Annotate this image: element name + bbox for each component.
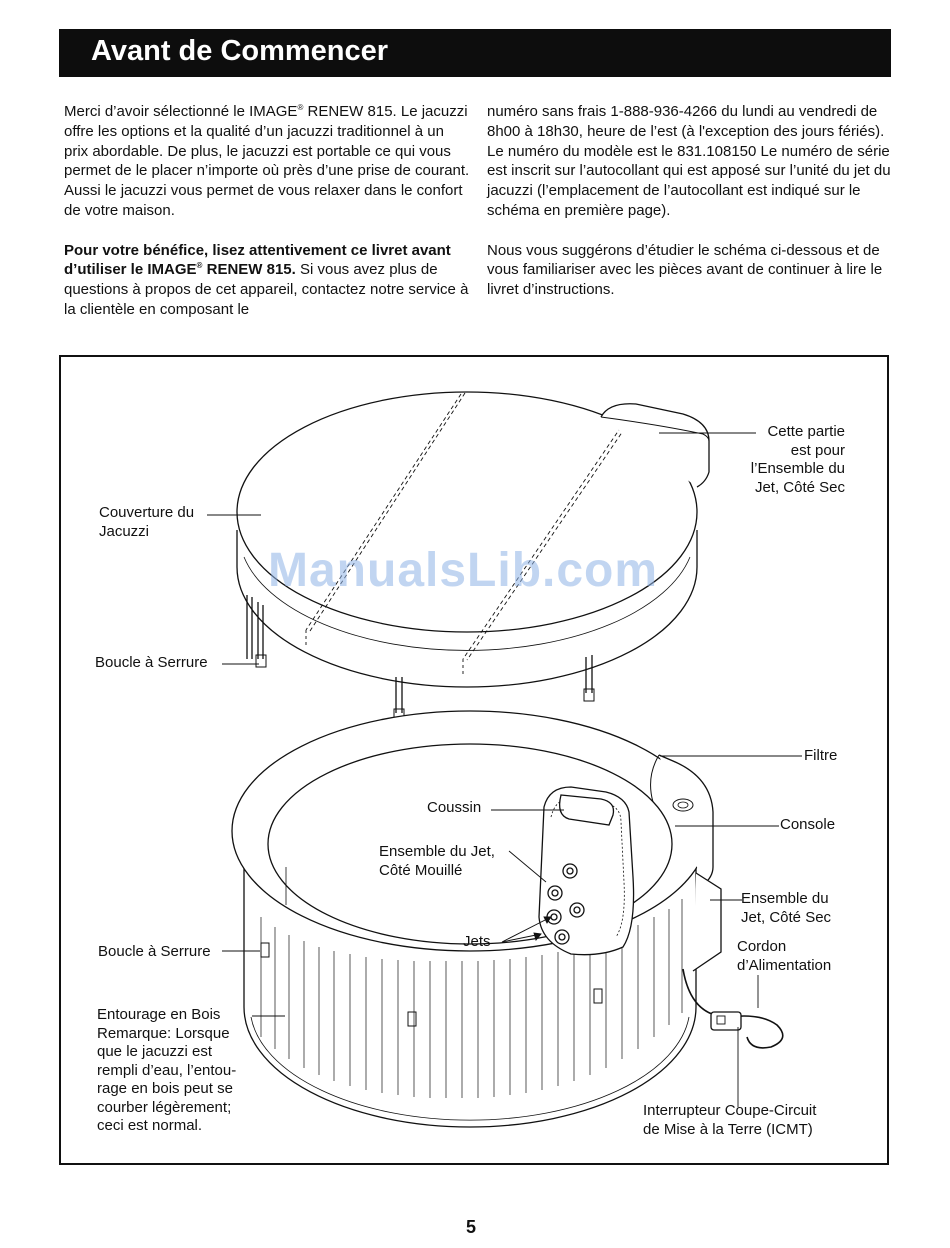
- label-wood-surround: Entourage en Bois Remarque: Lorsque que le jacuzzi est rempli d’eau, l’entou- rage en bois peut se courber légèrement; ceci est normal.: [97, 1006, 237, 1134]
- label-wet-side-jet: Ensemble du Jet, Côté Mouillé: [379, 843, 495, 879]
- page-number: 5: [466, 1217, 477, 1237]
- intro-paragraph: Merci d’avoir sélectionné le IMAGE® RENEW 815. Le jacuzzi offre les options et la qualité d’un jacuzzi traditionnel à un prix abordable. De plus, le jacuzzi est portable ce qui vous permet de le placer n’importe où près d’une prise de courant. Aussi le jacuzzi vous permet de vous relaxer dans le confort de votre maison.: [64, 103, 470, 219]
- contact-paragraph: numéro sans frais 1-888-936-4266 du lundi au vendredi de 8h00 à 18h30, heure de l’est (à l'exception des jours fériés). Le numéro du modèle est le 831.108150 Le numéro de série est inscrit sur l’autocollant qui est apposé sur l’unité du jet du jacuzzi (l’emplacement de l’autocollant est indiqué sur le schéma en première page).: [487, 103, 891, 219]
- page-title: Avant de Commencer: [91, 35, 389, 67]
- label-dry-side-jet: Ensemble du Jet, Côté Sec: [741, 890, 832, 926]
- watermark: ManualsLib.com: [268, 544, 659, 597]
- right-column: [487, 102, 895, 320]
- registered-mark: ®: [297, 103, 304, 112]
- notice-paragraph: Pour votre bénéfice, lisez attentivement ce livret avant d’utiliser le IMAGE® RENEW 815. Si vous avez plus de questions à propos de cet appareil, contactez notre service à la clientèle en composant le: [64, 241, 469, 318]
- label-gfci: Interrupteur Coupe-Circuit de Mise à la Terre (ICMT): [643, 1102, 817, 1138]
- header-bar: [59, 29, 891, 77]
- spa-tub: [232, 711, 783, 1127]
- label-filter: Filtre: [804, 747, 838, 764]
- label-spa-cover: Couverture du Jacuzzi: [99, 504, 195, 540]
- left-column: [64, 102, 472, 340]
- label-console: Console: [780, 816, 836, 833]
- label-dry-side-cover: Cette partie est pour l’Ensemble du Jet, Côté Sec: [750, 423, 845, 496]
- label-pillow: Coussin: [427, 799, 482, 816]
- label-power-cord: Cordon d’Alimentation: [737, 938, 832, 974]
- label-lock-buckle-top: Boucle à Serrure: [95, 654, 208, 671]
- label-jets: Jets: [463, 933, 491, 950]
- suggestion-paragraph: Nous vous suggérons d’étudier le schéma ci-dessous et de vous familiariser avec les pièces avant de continuer à lire le livret d’instructions.: [487, 241, 883, 299]
- label-lock-buckle-bottom: Boucle à Serrure: [98, 943, 211, 960]
- registered-mark: ®: [196, 261, 203, 271]
- parts-diagram: [59, 355, 889, 1165]
